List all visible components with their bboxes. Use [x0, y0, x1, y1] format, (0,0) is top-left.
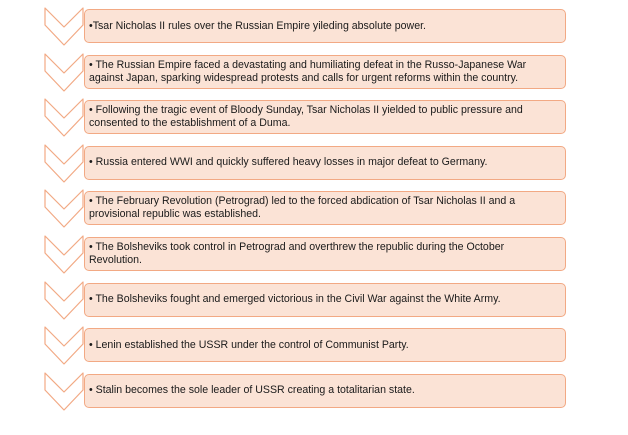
chevron-down-icon: [44, 187, 84, 230]
timeline-step-text: • Stalin becomes the sole leader of USSR creating a totalitarian state.: [89, 384, 415, 397]
timeline-step-text: • The Bolsheviks fought and emerged victorious in the Civil War against the White Army.: [89, 293, 501, 306]
timeline-step-box: [84, 328, 566, 362]
timeline-step-box: [84, 9, 566, 43]
chevron-down-icon: [44, 370, 84, 413]
timeline-step-box: [84, 237, 566, 271]
timeline-step-box: [84, 283, 566, 317]
timeline-step-text: • Lenin established the USSR under the control of Communist Party.: [89, 338, 409, 351]
chevron-down-icon: [44, 51, 84, 94]
timeline-step-text: • Following the tragic event of Bloody Sunday, Tsar Nicholas II yielded to public pressure and consented to the establishment of a Duma.: [89, 104, 523, 130]
chevron-down-icon: [44, 96, 84, 139]
timeline-step-box: [84, 146, 566, 180]
timeline-step-text: • The Bolsheviks took control in Petrograd and overthrew the republic during the October Revolution.: [89, 241, 505, 266]
chevron-down-icon: [44, 324, 84, 367]
timeline-step-box: [84, 374, 566, 408]
timeline-step-text: • Russia entered WWI and quickly suffered heavy losses in major defeat to Germany.: [89, 156, 488, 169]
timeline-step-box: [84, 191, 566, 225]
timeline-step-box: [84, 55, 566, 89]
chevron-down-icon: [44, 233, 84, 276]
chevron-down-icon: [44, 5, 84, 48]
timeline-step-text: • The February Revolution (Petrograd) led to the forced abdication of Tsar Nicholas II and a provisional republic was established.: [89, 195, 516, 221]
timeline-step-box: [84, 100, 566, 134]
timeline-step-text: •Tsar Nicholas II rules over the Russian Empire yileding absolute power.: [89, 19, 426, 32]
chevron-down-icon: [44, 142, 84, 185]
chevron-down-icon: [44, 279, 84, 322]
timeline-step-text: • The Russian Empire faced a devastating and humiliating defeat in the Russo-Japanese War against Japan, sparking widespread protests and calls for urgent reforms within the country.: [89, 58, 527, 84]
